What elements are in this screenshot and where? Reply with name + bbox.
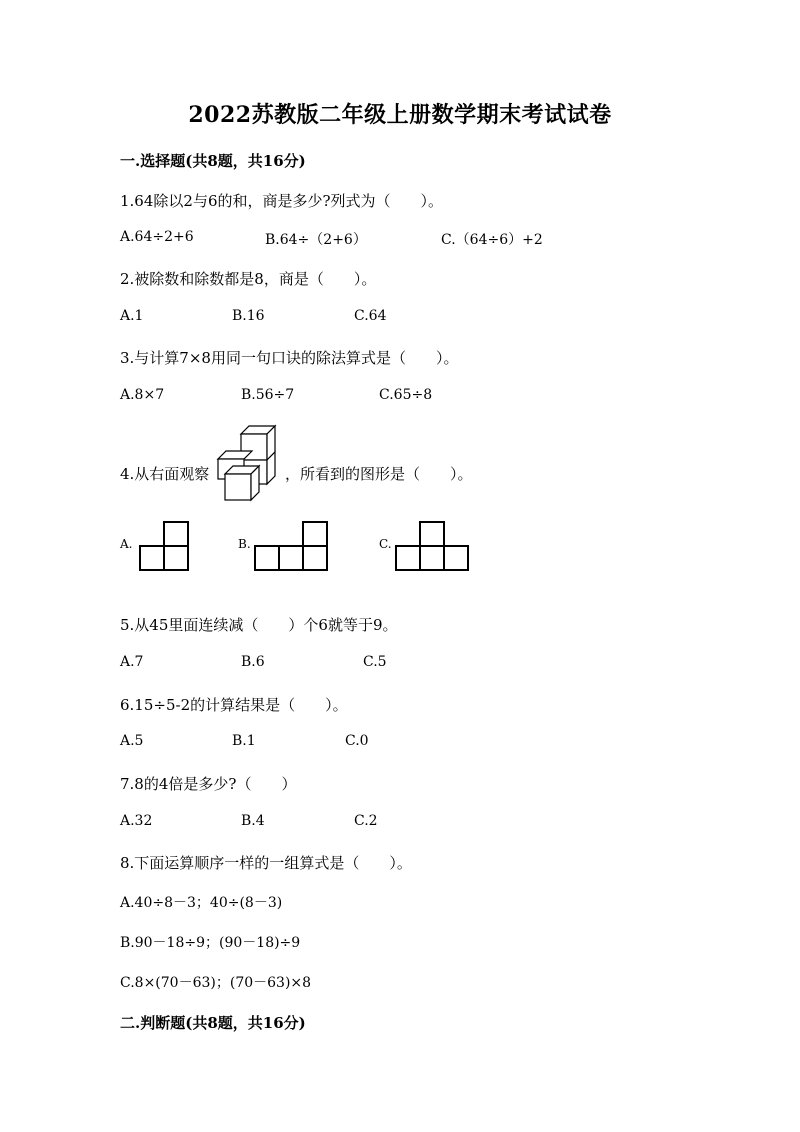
question-1-option-a: A.64÷2+6 <box>120 229 194 245</box>
question-2-option-a: A.1 <box>120 308 144 324</box>
section-heading-choice: 一.选择题(共8题，共16分) <box>120 152 306 170</box>
question-8-option-b: B.90－18÷9；(90－18)÷9 <box>120 935 301 951</box>
question-5-option-c: C.5 <box>363 654 387 670</box>
question-2-option-c: C.64 <box>354 308 387 324</box>
question-5-stem: 5.从45里面连续减（ ）个6就等于9。 <box>120 616 398 634</box>
question-6-option-a: A.5 <box>120 733 144 749</box>
question-7-option-c: C.2 <box>354 813 378 829</box>
question-4-option-b: B. <box>238 537 251 551</box>
question-6-option-c: C.0 <box>345 733 369 749</box>
question-1-stem: 1.64除以2与6的和，商是多少?列式为（ ）。 <box>120 192 444 210</box>
question-7-option-b: B.4 <box>241 813 265 829</box>
question-1-option-b: B.64÷（2+6） <box>265 232 367 248</box>
page-title: 2022苏教版二年级上册数学期末考试试卷 <box>188 102 612 128</box>
question-4-option-c: C. <box>379 537 392 551</box>
question-8-stem: 8.下面运算顺序一样的一组算式是（ ）。 <box>120 854 412 872</box>
section-heading-judgment: 二.判断题(共8题，共16分) <box>120 1014 306 1032</box>
question-4-option-a: A. <box>120 537 133 551</box>
question-2-option-b: B.16 <box>232 308 265 324</box>
question-6-option-b: B.1 <box>232 733 256 749</box>
question-5-option-a: A.7 <box>120 654 144 670</box>
option-c-shape <box>394 520 470 572</box>
question-2-stem: 2.被除数和除数都是8，商是（ ）。 <box>120 270 377 288</box>
question-6-stem: 6.15÷5-2的计算结果是（ ）。 <box>120 696 348 714</box>
option-a-shape <box>138 520 190 572</box>
option-b-shape <box>253 520 329 572</box>
question-8-option-a: A.40÷8－3；40÷(8－3) <box>120 895 283 911</box>
question-3-option-c: C.65÷8 <box>379 387 433 403</box>
question-5-option-b: B.6 <box>241 654 265 670</box>
question-3-stem: 3.与计算7×8用同一句口诀的除法算式是（ ）。 <box>120 349 459 367</box>
question-4-stem-suffix: ，所看到的图形是（ ）。 <box>285 465 473 483</box>
question-3-option-b: B.56÷7 <box>241 387 295 403</box>
question-7-stem: 7.8的4倍是多少?（ ） <box>120 775 297 793</box>
question-8-option-c: C.8×(70－63)；(70－63)×8 <box>120 975 312 991</box>
question-7-option-a: A.32 <box>120 813 153 829</box>
cube-stack-figure <box>215 424 279 504</box>
question-1-option-c: C.（64÷6）+2 <box>441 232 543 248</box>
question-4-stem-prefix: 4.从右面观察 <box>120 465 210 483</box>
question-3-option-a: A.8×7 <box>120 387 165 403</box>
